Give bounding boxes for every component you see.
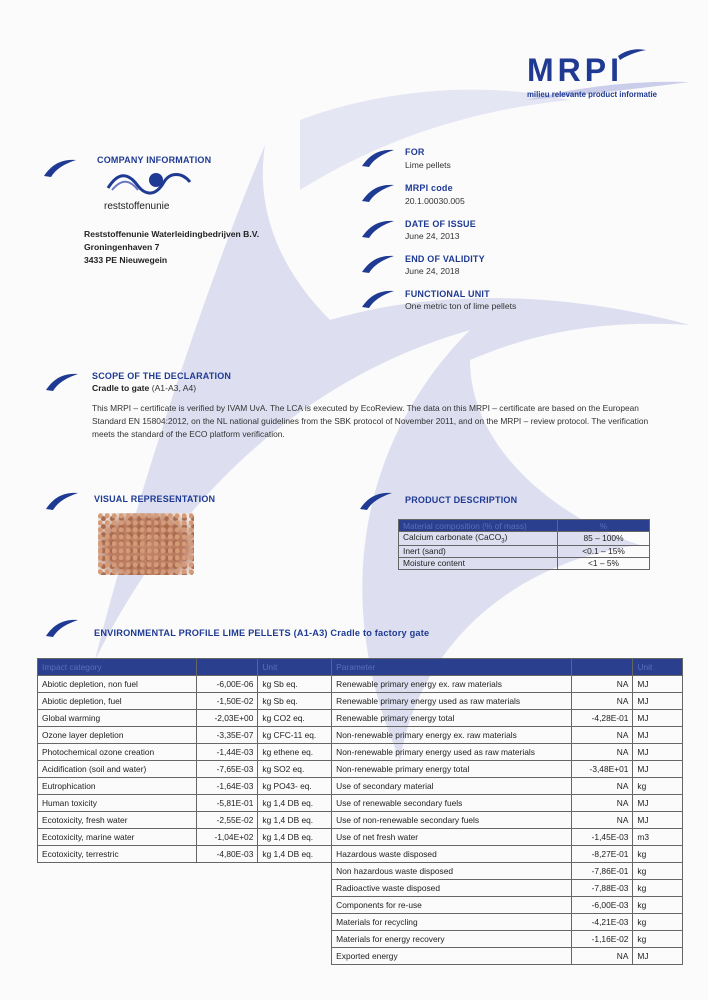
env-table-header — [38, 659, 683, 676]
parameter-unit: MJ — [633, 676, 683, 693]
validity-value: June 24, 2018 — [405, 266, 460, 276]
impact-unit: kg 1,4 DB eq. — [258, 846, 332, 863]
table-row — [399, 557, 650, 569]
parameter-value: NA — [571, 676, 633, 693]
lime-pellets-image — [98, 513, 194, 575]
parameter-value: -7,88E-03 — [571, 880, 633, 897]
product-heading: PRODUCT DESCRIPTION — [405, 495, 518, 505]
table-row — [38, 727, 683, 744]
company-logo — [104, 168, 194, 210]
table-row — [38, 693, 683, 710]
issue-value: June 24, 2013 — [405, 231, 460, 241]
table-row — [38, 676, 683, 693]
impact-blank-c — [258, 931, 332, 948]
impact-blank-b — [196, 931, 258, 948]
scope-subheading-main: Cradle to gate — [92, 383, 150, 393]
impact-blank-c — [258, 880, 332, 897]
impact-unit: kg 1,4 DB eq. — [258, 795, 332, 812]
impact-value: -1,50E-02 — [196, 693, 258, 710]
company-logo-text: reststoffenunie — [104, 201, 170, 212]
impact-value: -6,00E-06 — [196, 676, 258, 693]
parameter-name: Non-renewable primary energy total — [332, 761, 572, 778]
parameter-unit: MJ — [633, 795, 683, 812]
product-col-material: Material composition (% of mass) — [399, 520, 558, 532]
company-name: Reststoffenunie Waterleidingbedrijven B.V. — [84, 229, 260, 239]
parameter-unit: MJ — [633, 727, 683, 744]
parameter-name: Use of net fresh water — [332, 829, 572, 846]
impact-value: -5,81E-01 — [196, 795, 258, 812]
impact-unit: kg ethene eq. — [258, 744, 332, 761]
parameter-unit: MJ — [633, 693, 683, 710]
unit-marker-icon — [360, 287, 396, 309]
table-row — [38, 710, 683, 727]
parameter-value: NA — [571, 948, 633, 965]
impact-unit: kg Sb eq. — [258, 693, 332, 710]
table-row — [38, 897, 683, 914]
parameter-unit: MJ — [633, 948, 683, 965]
env-col-unit: Unit — [258, 659, 332, 676]
table-row — [38, 761, 683, 778]
impact-name: Eutrophication — [38, 778, 197, 795]
validity-label: END OF VALIDITY — [405, 254, 485, 264]
table-row — [38, 812, 683, 829]
company-heading: COMPANY INFORMATION — [97, 155, 212, 165]
parameter-unit: m3 — [633, 829, 683, 846]
parameter-name: Radioactive waste disposed — [332, 880, 572, 897]
issue-label: DATE OF ISSUE — [405, 219, 476, 229]
product-table-header — [399, 520, 650, 532]
company-city: 3433 PE Nieuwegein — [84, 255, 168, 265]
impact-value: -2,03E+00 — [196, 710, 258, 727]
parameter-value: NA — [571, 795, 633, 812]
impact-name: Abiotic depletion, fuel — [38, 693, 197, 710]
env-table-body — [38, 676, 683, 965]
impact-blank-a — [38, 931, 197, 948]
impact-unit: kg CFC-11 eq. — [258, 727, 332, 744]
impact-unit: kg PO43- eq. — [258, 778, 332, 795]
impact-value: -4,80E-03 — [196, 846, 258, 863]
impact-unit: kg Sb eq. — [258, 676, 332, 693]
impact-blank-a — [38, 880, 197, 897]
issue-marker-icon — [360, 217, 396, 239]
parameter-name: Materials for recycling — [332, 914, 572, 931]
impact-value: -1,04E+02 — [196, 829, 258, 846]
env-col-parameter: Parameter — [332, 659, 572, 676]
code-value: 20.1.00030.005 — [405, 196, 465, 206]
visual-heading: VISUAL REPRESENTATION — [94, 494, 216, 504]
table-row — [38, 778, 683, 795]
parameter-value: NA — [571, 778, 633, 795]
impact-name: Ecotoxicity, marine water — [38, 829, 197, 846]
table-row — [38, 948, 683, 965]
impact-blank-b — [196, 897, 258, 914]
parameter-value: -8,27E-01 — [571, 846, 633, 863]
env-col-pvalue — [571, 659, 633, 676]
impact-blank-c — [258, 914, 332, 931]
parameter-name: Use of non-renewable secondary fuels — [332, 812, 572, 829]
parameter-unit: kg — [633, 931, 683, 948]
logo-text: MRPI — [527, 52, 623, 88]
unit-label: FUNCTIONAL UNIT — [405, 289, 490, 299]
validity-marker-icon — [360, 252, 396, 274]
product-col-percent: % — [558, 520, 650, 532]
impact-blank-c — [258, 863, 332, 880]
product-name: Calcium carbonate (CaCO$_3$) — [399, 532, 558, 546]
logo-tagline: milieu relevante product informatie — [527, 90, 657, 99]
table-row — [399, 532, 650, 546]
for-marker-icon — [360, 146, 396, 168]
parameter-value: -1,16E-02 — [571, 931, 633, 948]
table-row — [399, 545, 650, 557]
product-value: <0.1 – 15% — [558, 545, 650, 557]
parameter-unit: kg — [633, 863, 683, 880]
table-row — [38, 846, 683, 863]
impact-name: Ozone layer depletion — [38, 727, 197, 744]
table-row — [38, 863, 683, 880]
parameter-unit: kg — [633, 778, 683, 795]
table-row — [38, 931, 683, 948]
env-marker-icon — [44, 616, 80, 638]
parameter-value: -7,86E-01 — [571, 863, 633, 880]
parameter-unit: kg — [633, 914, 683, 931]
table-row — [38, 795, 683, 812]
product-name: Inert (sand) — [399, 545, 558, 557]
impact-value: -1,44E-03 — [196, 744, 258, 761]
for-value: Lime pellets — [405, 160, 451, 170]
scope-subheading — [92, 383, 196, 393]
env-heading: ENVIRONMENTAL PROFILE LIME PELLETS (A1-A3) Cradle to factory gate — [94, 628, 430, 638]
company-street: Groningenhaven 7 — [84, 242, 160, 252]
parameter-value: NA — [571, 812, 633, 829]
impact-value: -3,35E-07 — [196, 727, 258, 744]
visual-marker-icon — [44, 489, 80, 511]
impact-value: -7,65E-03 — [196, 761, 258, 778]
impact-blank-b — [196, 948, 258, 965]
impact-blank-c — [258, 948, 332, 965]
mrpi-logo — [522, 48, 692, 108]
impact-unit: kg SO2 eq. — [258, 761, 332, 778]
parameter-name: Use of renewable secondary fuels — [332, 795, 572, 812]
for-label: FOR — [405, 147, 425, 157]
table-row — [38, 914, 683, 931]
parameter-unit: kg — [633, 897, 683, 914]
scope-heading: SCOPE OF THE DECLARATION — [92, 371, 232, 381]
scope-body: This MRPI – certificate is verified by IVAM UvA. The LCA is executed by EcoReview. The data on this MRPI – certificate are based on the European Standard EN 15804:2012, on the NL national guidelines from the SBK protocol of November 2011, and on the MRPI – review protocol. The verification meets the standard of the ECO platform verification. — [92, 403, 649, 439]
wave-icon — [104, 168, 194, 196]
impact-name: Acidification (soil and water) — [38, 761, 197, 778]
parameter-name: Hazardous waste disposed — [332, 846, 572, 863]
parameter-value: -6,00E-03 — [571, 897, 633, 914]
env-table — [37, 658, 683, 965]
parameter-name: Non-renewable primary energy ex. raw materials — [332, 727, 572, 744]
parameter-unit: kg — [633, 880, 683, 897]
env-col-value — [196, 659, 258, 676]
impact-name: Human toxicity — [38, 795, 197, 812]
impact-name: Global warming — [38, 710, 197, 727]
code-marker-icon — [360, 181, 396, 203]
impact-blank-a — [38, 863, 197, 880]
product-table — [398, 519, 650, 570]
parameter-value: NA — [571, 693, 633, 710]
parameter-value: -4,28E-01 — [571, 710, 633, 727]
impact-blank-b — [196, 914, 258, 931]
code-label: MRPI code — [405, 183, 453, 193]
env-col-punit: Unit — [633, 659, 683, 676]
scope-subheading-extra: (A1-A3, A4) — [151, 383, 197, 393]
product-name: Moisture content — [399, 557, 558, 569]
company-marker-icon — [42, 156, 78, 178]
impact-name: Photochemical ozone creation — [38, 744, 197, 761]
table-row — [38, 880, 683, 897]
parameter-value: -4,21E-03 — [571, 914, 633, 931]
unit-value: One metric ton of lime pellets — [405, 301, 517, 311]
parameter-unit: MJ — [633, 812, 683, 829]
product-marker-icon — [358, 489, 394, 511]
env-col-impact: Impact category — [38, 659, 197, 676]
product-value: <1 – 5% — [558, 557, 650, 569]
impact-name: Ecotoxicity, terrestric — [38, 846, 197, 863]
parameter-name: Non hazardous waste disposed — [332, 863, 572, 880]
impact-value: -2,55E-02 — [196, 812, 258, 829]
scope-marker-icon — [44, 370, 80, 392]
product-value: 85 – 100% — [558, 532, 650, 546]
impact-blank-b — [196, 863, 258, 880]
table-row — [38, 829, 683, 846]
table-row — [38, 744, 683, 761]
parameter-name: Non-renewable primary energy used as raw materials — [332, 744, 572, 761]
impact-unit: kg CO2 eq. — [258, 710, 332, 727]
parameter-unit: MJ — [633, 761, 683, 778]
parameter-name: Renewable primary energy total — [332, 710, 572, 727]
parameter-name: Renewable primary energy used as raw materials — [332, 693, 572, 710]
impact-name: Abiotic depletion, non fuel — [38, 676, 197, 693]
impact-unit: kg 1,4 DB eq. — [258, 812, 332, 829]
parameter-value: NA — [571, 727, 633, 744]
impact-blank-b — [196, 880, 258, 897]
impact-unit: kg 1,4 DB eq. — [258, 829, 332, 846]
impact-blank-c — [258, 897, 332, 914]
parameter-unit: MJ — [633, 710, 683, 727]
parameter-name: Use of secondary material — [332, 778, 572, 795]
parameter-name: Materials for energy recovery — [332, 931, 572, 948]
impact-blank-a — [38, 948, 197, 965]
impact-value: -1,64E-03 — [196, 778, 258, 795]
parameter-unit: MJ — [633, 744, 683, 761]
impact-blank-a — [38, 914, 197, 931]
parameter-value: -1,45E-03 — [571, 829, 633, 846]
parameter-unit: kg — [633, 846, 683, 863]
parameter-value: NA — [571, 744, 633, 761]
impact-blank-a — [38, 897, 197, 914]
parameter-value: -3,48E+01 — [571, 761, 633, 778]
parameter-name: Exported energy — [332, 948, 572, 965]
parameter-name: Renewable primary energy ex. raw materials — [332, 676, 572, 693]
impact-name: Ecotoxicity, fresh water — [38, 812, 197, 829]
parameter-name: Components for re-use — [332, 897, 572, 914]
